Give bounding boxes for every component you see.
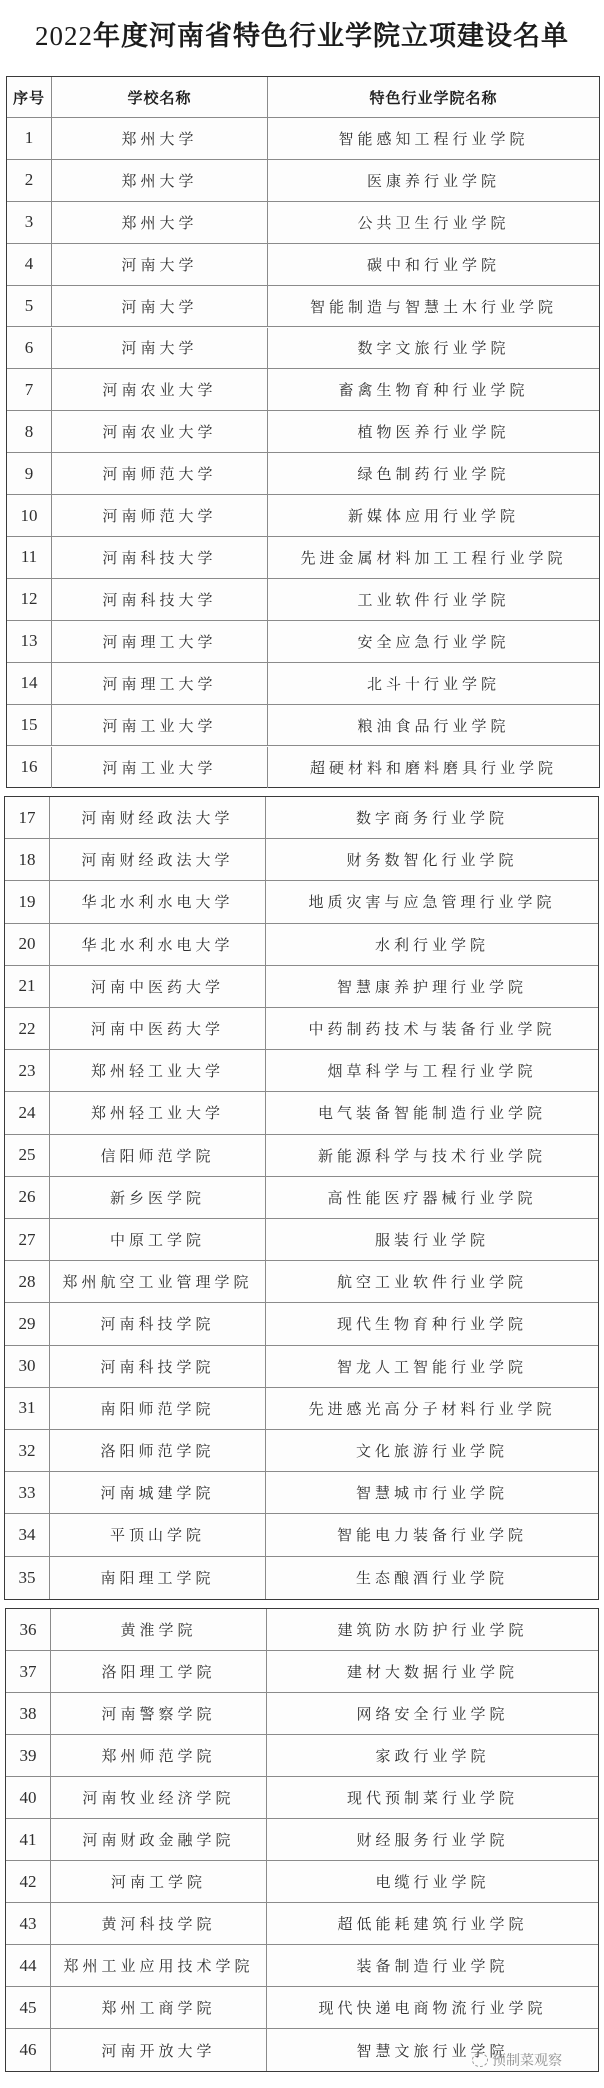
- table-segment-2: [4, 796, 599, 1600]
- row-no: 41: [6, 1819, 51, 1860]
- row-no: 19: [5, 881, 50, 922]
- header-school: 学校名称: [52, 77, 268, 117]
- school-name: 郑州工业应用技术学院: [51, 1945, 267, 1986]
- table-row: [7, 160, 599, 202]
- row-no: 45: [6, 1987, 51, 2028]
- college-name: 智龙人工智能行业学院: [336, 1357, 527, 1376]
- watermark: [472, 2050, 562, 2070]
- table-row: [7, 118, 599, 160]
- table-row: [6, 1609, 598, 1651]
- row-no: 37: [6, 1651, 51, 1692]
- header-no: 序号: [7, 77, 52, 117]
- document-title: [0, 14, 604, 53]
- table-row: [5, 1008, 598, 1050]
- row-no: 6: [7, 328, 52, 369]
- row-no: 42: [6, 1861, 51, 1902]
- school-name: 平顶山学院: [50, 1514, 266, 1555]
- college-name: 智慧文旅行业学院: [356, 2041, 509, 2060]
- table-row: [5, 881, 598, 923]
- college-name: 医康养行业学院: [366, 171, 500, 190]
- table-row: [6, 1987, 598, 2029]
- row-no: 35: [5, 1557, 50, 1599]
- row-no: 8: [7, 411, 52, 452]
- school-name: 河南中医药大学: [50, 1008, 266, 1049]
- row-no: 44: [6, 1945, 51, 1986]
- school-name: 郑州轻工业大学: [50, 1092, 266, 1133]
- school-name: 河南科技学院: [50, 1303, 266, 1344]
- school-name: 郑州大学: [52, 118, 268, 159]
- title-year: 2022: [35, 21, 93, 51]
- school-name: 华北水利水电大学: [50, 881, 266, 922]
- school-name: 河南农业大学: [52, 411, 268, 452]
- table-row: [5, 1388, 598, 1430]
- school-name: 河南开放大学: [51, 2029, 267, 2071]
- school-name: 河南工学院: [51, 1861, 267, 1902]
- row-no: 40: [6, 1777, 51, 1818]
- table-row: [5, 1261, 598, 1303]
- school-name: 洛阳理工学院: [51, 1651, 267, 1692]
- table-row: [5, 1430, 598, 1472]
- table-row: [6, 1777, 598, 1819]
- row-no: 18: [5, 839, 50, 880]
- school-name: 南阳师范学院: [50, 1388, 266, 1429]
- college-name: 绿色制药行业学院: [357, 465, 510, 484]
- college-name: 现代预制菜行业学院: [346, 1789, 518, 1807]
- table-row: [5, 924, 598, 966]
- school-name: 河南工业大学: [52, 705, 268, 746]
- table-row: [7, 328, 599, 370]
- table-row: [5, 839, 598, 881]
- college-name: 智慧城市行业学院: [355, 1484, 508, 1503]
- row-no: 34: [5, 1514, 50, 1555]
- table-row: [6, 1861, 598, 1903]
- table-row: [7, 286, 599, 328]
- school-name: 河南理工大学: [52, 621, 268, 662]
- table-row: [6, 1651, 598, 1693]
- college-name: 数字文旅行业学院: [357, 339, 510, 358]
- college-name: 植物医养行业学院: [357, 423, 510, 442]
- row-no: 20: [5, 924, 50, 965]
- school-name: 信阳师范学院: [50, 1135, 266, 1176]
- row-no: 3: [7, 202, 52, 243]
- table-row: [5, 1303, 598, 1345]
- college-name: 地质灾害与应急管理行业学院: [308, 893, 556, 912]
- school-name: 河南科技大学: [52, 537, 268, 578]
- college-name: 超硬材料和磨料磨具行业学院: [309, 758, 557, 777]
- wechat-icon: [472, 2053, 488, 2067]
- row-no: 36: [6, 1609, 51, 1650]
- college-name: 网络安全行业学院: [356, 1705, 509, 1723]
- table-row: [7, 663, 599, 705]
- row-no: 32: [5, 1430, 50, 1471]
- row-no: 22: [5, 1008, 50, 1049]
- school-name: 郑州轻工业大学: [50, 1050, 266, 1091]
- college-name: 中药制药技术与装备行业学院: [308, 1020, 556, 1039]
- college-name: 建材大数据行业学院: [346, 1663, 518, 1681]
- school-name: 河南牧业经济学院: [51, 1777, 267, 1818]
- college-name: 装备制造行业学院: [356, 1957, 509, 1975]
- table-row: [7, 453, 599, 495]
- title-text: 年度河南省特色行业学院立项建设名单: [93, 21, 569, 52]
- college-name: 智能感知工程行业学院: [338, 129, 529, 148]
- row-no: 39: [6, 1735, 51, 1776]
- row-no: 27: [5, 1219, 50, 1260]
- table-row: [5, 1557, 598, 1599]
- row-no: 16: [7, 747, 52, 789]
- row-no: 17: [5, 797, 50, 838]
- table-row: [7, 621, 599, 663]
- college-name: 财务数智化行业学院: [346, 851, 518, 870]
- college-name: 服装行业学院: [374, 1231, 489, 1250]
- college-name: 粮油食品行业学院: [357, 716, 510, 735]
- row-no: 9: [7, 453, 52, 494]
- school-name: 河南科技学院: [50, 1346, 266, 1387]
- school-name: 南阳理工学院: [50, 1557, 266, 1599]
- school-name: 河南大学: [52, 244, 268, 285]
- school-name: 河南师范大学: [52, 495, 268, 536]
- college-name: 水利行业学院: [374, 935, 489, 954]
- school-name: 新乡医学院: [50, 1177, 266, 1218]
- school-name: 河南财经政法大学: [50, 839, 266, 880]
- row-no: 1: [7, 118, 52, 159]
- college-name: 数字商务行业学院: [355, 809, 508, 828]
- school-name: 郑州大学: [52, 160, 268, 201]
- school-name: 河南大学: [52, 286, 268, 327]
- row-no: 29: [5, 1303, 50, 1344]
- table-row: [7, 202, 599, 244]
- table-row: [6, 1945, 598, 1987]
- school-name: 中原工学院: [50, 1219, 266, 1260]
- college-name: 文化旅游行业学院: [355, 1442, 508, 1461]
- college-name: 公共卫生行业学院: [357, 213, 510, 232]
- row-no: 7: [7, 369, 52, 410]
- table-row: [5, 1050, 598, 1092]
- college-name: 新能源科学与技术行业学院: [317, 1146, 546, 1165]
- row-no: 5: [7, 286, 52, 327]
- college-name: 现代快递电商物流行业学院: [318, 1999, 547, 2017]
- school-name: 郑州大学: [52, 202, 268, 243]
- school-name: 河南工业大学: [52, 747, 268, 789]
- school-name: 河南财经政法大学: [50, 797, 266, 838]
- school-name: 河南财政金融学院: [51, 1819, 267, 1860]
- row-no: 2: [7, 160, 52, 201]
- table-row: [6, 1903, 598, 1945]
- college-name: 航空工业软件行业学院: [336, 1273, 527, 1292]
- row-no: 10: [7, 495, 52, 536]
- college-name: 智慧康养护理行业学院: [336, 977, 527, 996]
- college-name: 先进金属材料加工工程行业学院: [300, 548, 567, 567]
- table-segment-1: [6, 76, 600, 788]
- college-name: 超低能耗建筑行业学院: [337, 1915, 528, 1933]
- school-name: 河南师范大学: [52, 453, 268, 494]
- table-header-row: [7, 77, 599, 118]
- row-no: 21: [5, 966, 50, 1007]
- watermark-text: 预制菜观察: [492, 2053, 562, 2069]
- row-no: 24: [5, 1092, 50, 1133]
- row-no: 33: [5, 1472, 50, 1513]
- school-name: 华北水利水电大学: [50, 924, 266, 965]
- college-name: 财经服务行业学院: [356, 1831, 509, 1849]
- school-name: 黄淮学院: [51, 1609, 267, 1650]
- school-name: 河南警察学院: [51, 1693, 267, 1734]
- table-row: [5, 1135, 598, 1177]
- college-name: 工业软件行业学院: [357, 590, 510, 609]
- college-name: 建筑防水防护行业学院: [337, 1621, 528, 1639]
- row-no: 43: [6, 1903, 51, 1944]
- college-name: 生态酿酒行业学院: [355, 1569, 508, 1588]
- row-no: 15: [7, 705, 52, 746]
- table-row: [5, 1177, 598, 1219]
- row-no: 11: [7, 537, 52, 578]
- row-no: 28: [5, 1261, 50, 1302]
- college-name: 安全应急行业学院: [357, 632, 510, 651]
- table-row: [5, 966, 598, 1008]
- table-row: [6, 1819, 598, 1861]
- college-name: 北斗十行业学院: [366, 674, 500, 693]
- college-name: 家政行业学院: [375, 1747, 490, 1765]
- college-name: 先进感光高分子材料行业学院: [308, 1399, 556, 1418]
- table-row: [5, 1514, 598, 1556]
- college-name: 电缆行业学院: [375, 1873, 490, 1891]
- college-name: 现代生物育种行业学院: [336, 1315, 527, 1334]
- college-name: 烟草科学与工程行业学院: [327, 1062, 537, 1081]
- row-no: 31: [5, 1388, 50, 1429]
- table-row: [5, 1219, 598, 1261]
- table-row: [7, 244, 599, 286]
- row-no: 12: [7, 579, 52, 620]
- row-no: 14: [7, 663, 52, 704]
- row-no: 26: [5, 1177, 50, 1218]
- school-name: 郑州师范学院: [51, 1735, 267, 1776]
- table-row: [5, 1472, 598, 1514]
- table-row: [6, 1735, 598, 1777]
- college-name: 高性能医疗器械行业学院: [327, 1188, 537, 1207]
- row-no: 46: [6, 2029, 51, 2071]
- table-row: [5, 1346, 598, 1388]
- college-name: 碳中和行业学院: [366, 255, 500, 274]
- college-name: 新媒体应用行业学院: [347, 507, 519, 526]
- school-name: 河南科技大学: [52, 579, 268, 620]
- school-name: 河南中医药大学: [50, 966, 266, 1007]
- row-no: 23: [5, 1050, 50, 1091]
- school-name: 郑州航空工业管理学院: [50, 1261, 266, 1302]
- table-row: [7, 369, 599, 411]
- school-name: 河南理工大学: [52, 663, 268, 704]
- school-name: 洛阳师范学院: [50, 1430, 266, 1471]
- table-row: [7, 579, 599, 621]
- school-name: 河南城建学院: [50, 1472, 266, 1513]
- college-name: 智能电力装备行业学院: [336, 1526, 527, 1545]
- school-name: 黄河科技学院: [51, 1903, 267, 1944]
- college-name: 电气装备智能制造行业学院: [317, 1104, 546, 1123]
- header-college: 特色行业学院名称: [369, 88, 498, 107]
- row-no: 30: [5, 1346, 50, 1387]
- table-row: [7, 705, 599, 747]
- table-row: [7, 411, 599, 453]
- table-row: [7, 537, 599, 579]
- row-no: 25: [5, 1135, 50, 1176]
- school-name: 河南大学: [52, 328, 268, 369]
- college-name: 畜禽生物育种行业学院: [338, 381, 529, 400]
- table-segment-3: [5, 1608, 599, 2072]
- table-row: [6, 1693, 598, 1735]
- row-no: 4: [7, 244, 52, 285]
- table-row: [7, 747, 599, 789]
- school-name: 河南农业大学: [52, 369, 268, 410]
- school-name: 郑州工商学院: [51, 1987, 267, 2028]
- table-row: [7, 495, 599, 537]
- college-name: 智能制造与智慧土木行业学院: [309, 297, 557, 316]
- table-row: [5, 1092, 598, 1134]
- row-no: 38: [6, 1693, 51, 1734]
- row-no: 13: [7, 621, 52, 662]
- table-row: [5, 797, 598, 839]
